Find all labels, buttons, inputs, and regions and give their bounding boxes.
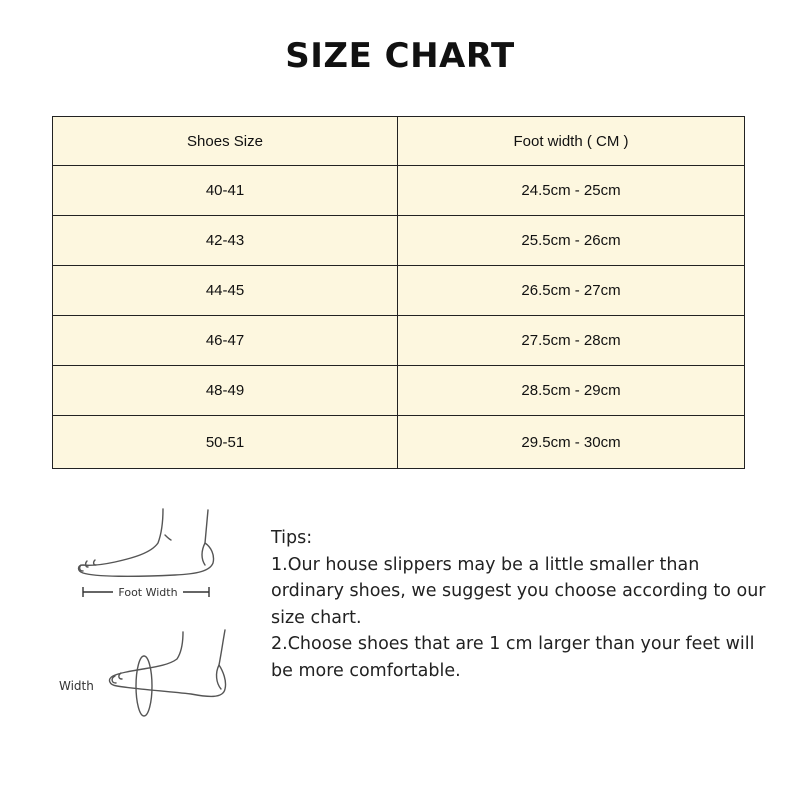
cell-shoe-size: 42-43: [53, 216, 398, 266]
table-header-row: [53, 117, 745, 166]
tip-item: 2.Choose shoes that are 1 cm larger than your feet will be more comfortable.: [271, 634, 755, 681]
tips-heading: Tips:: [271, 528, 313, 548]
tips-section: [271, 525, 771, 684]
cell-foot-width: 26.5cm - 27cm: [398, 266, 745, 316]
cell-shoe-size: 50-51: [53, 416, 398, 469]
cell-shoe-size: 44-45: [53, 266, 398, 316]
table-row: [53, 316, 745, 366]
cell-foot-width: 24.5cm - 25cm: [398, 166, 745, 216]
cell-shoe-size: 40-41: [53, 166, 398, 216]
header-foot-width: Foot width ( CM ): [398, 117, 745, 166]
foot-measurement-icon: [55, 505, 245, 725]
table-row: [53, 216, 745, 266]
width-label: Width: [59, 679, 94, 693]
cell-shoe-size: 48-49: [53, 366, 398, 416]
table-row: [53, 166, 745, 216]
table-row: [53, 366, 745, 416]
table-row: [53, 266, 745, 316]
foot-width-label: Foot Width: [118, 586, 178, 599]
size-chart-table: [52, 116, 745, 469]
cell-foot-width: 25.5cm - 26cm: [398, 216, 745, 266]
cell-foot-width: 28.5cm - 29cm: [398, 366, 745, 416]
header-shoes-size: Shoes Size: [53, 117, 398, 166]
tip-item: 1.Our house slippers may be a little smaller than ordinary shoes, we suggest you choose according to our size chart.: [271, 554, 766, 628]
cell-shoe-size: 46-47: [53, 316, 398, 366]
cell-foot-width: 27.5cm - 28cm: [398, 316, 745, 366]
table-row: [53, 416, 745, 469]
cell-foot-width: 29.5cm - 30cm: [398, 416, 745, 469]
page-title: SIZE CHART: [285, 36, 515, 76]
